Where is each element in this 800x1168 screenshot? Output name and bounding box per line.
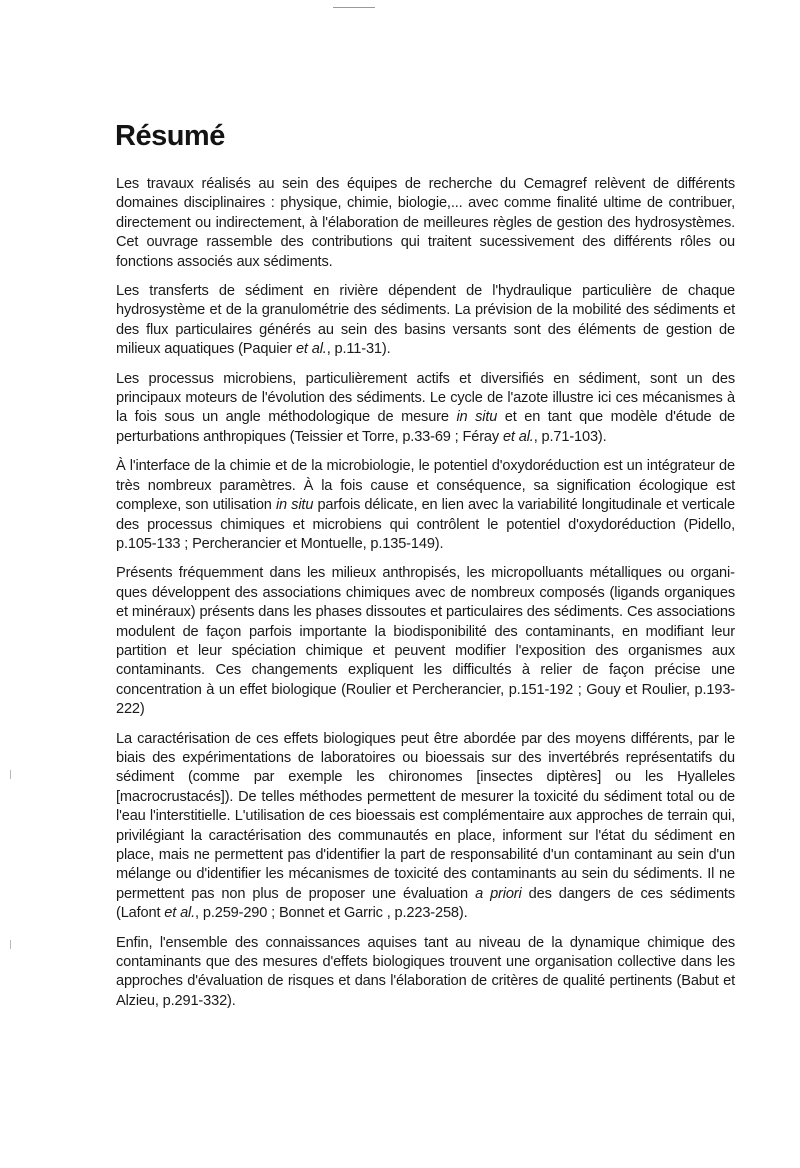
paragraph-5 <box>116 564 735 719</box>
text-run: des dangers de ces sédiments (Lafont <box>116 885 735 922</box>
text-run: Les processus microbiens, particulièrement actifs et diversifiés en sédiment, sont un des principaux moteurs de l'évolution des sédiments. Le cycle de l'azote illustre ici ces mécanismes à la fois sous un angle méthodologique de mesure <box>116 370 735 426</box>
paragraph-6 <box>116 730 735 924</box>
text-run-italic: et al. <box>295 341 327 358</box>
paragraph-4 <box>116 457 735 554</box>
text-run: Enfin, l'ensemble des connaissances aquises tant au niveau de la dynamique chimique des contaminants que des mesures d'effets biologiques trouvent une organisation collective dans les approches d'évaluation de risques et dans l'élaboration de critères de qualité pertinents (Babut et Alzieu, p.291-332). <box>116 934 735 1009</box>
text-run: , p.259-290 ; Bonnet et Garric , p.223-258). <box>195 905 468 922</box>
paragraph-2 <box>116 282 735 360</box>
text-run: Les travaux réalisés au sein des équipes de recherche du Cemagref relèvent de différents domaines disciplinaires : physique, chimie, biologie,... avec comme finalité ultime de contribuer, directement ou indirectement, à l'élaboration de meilleures règles de gestion des hydrosystèmes. Cet ouvrage rassemble des contributions qui traitent sucessivement des différents rôles ou fonctions associés aux sédiments. <box>116 176 735 270</box>
summary-body <box>116 175 735 1021</box>
text-run: et en tant que modèle d'étude de perturbations anthropiques (Teissier et Torre, p.33-69 ; Féray <box>116 409 736 445</box>
text-run: La caractérisation de ces effets biologiques peut être abordée par des moyens différents, par le biais des expérimentations de laboratoires ou bioessais sur des invertébrés représentatifs du sédiment (comme par exemple les chironomes [insectes diptères] ou les Hyalleles [macrocrustacés]). De telles méthodes permettent de mesurer la toxicité du sédiment total ou de l'eau l'interstitielle. L'utilisation de ces bioessais est complémentaire aux approches de terrain qui, privilégiant la caractérisation des communautés en place, informent sur l'état du sédiment en place, mais ne permettent pas d'identifier la part de responsabilité d'un contaminant au sein d'un mélange ou d'identifier les mécanismes de toxicité des contaminants au sein du sédiments. Il ne permettent pas non plus de proposer une évaluation <box>116 730 735 902</box>
text-run-italic: et al. <box>502 428 534 445</box>
paragraph-3 <box>116 370 735 448</box>
header-rule <box>333 7 375 8</box>
text-run: Les transferts de sédiment en rivière dépendent de l'hydraulique particulière de chaque hydrosystème et de la granulométrie des sédiments. La prévision de la mobilité des sédiments et des flux particulaires générés au sein des basins versants sont des éléments de gestion de milieux aquatiques (Paquier <box>116 283 735 358</box>
text-run-italic: et al. <box>164 905 196 922</box>
margin-mark <box>10 770 11 779</box>
text-run: , p.71-103). <box>533 428 607 445</box>
page-title: Résumé <box>115 120 225 152</box>
text-run: À l'interface de la chimie et de la microbiologie, le potentiel d'oxydoréduction est un intégrateur de très nombreux paramètres. À la fois cause et conséquence, sa signification écologique est complexe, son utilisation <box>116 458 735 514</box>
text-run-italic: a priori <box>475 885 522 902</box>
text-run-italic: in situ <box>275 497 314 514</box>
text-run: parfois délicate, en lien avec la variabilité longitudinale et verticale des processus chimiques et microbiens qui contrôlent le potentiel d'oxydoréduction (Pidello, p.105-133 ; Percherancier et Montuelle, p.135-149). <box>116 497 735 552</box>
text-run: , p.11-31). <box>326 341 391 358</box>
margin-mark <box>10 940 11 949</box>
paragraph-7 <box>116 934 735 1012</box>
paragraph-1 <box>116 175 735 272</box>
text-run: Présents fréquemment dans les milieux anthropisés, les micropolluants métalliques ou organiques développent des associations chimiques avec de nombreux composés (ligands organiques et minéraux) présents dans les phases dissoutes et particulaires des sédiments. Ces associations modulent de façon parfois importante la biodisponibilité des contaminants, en modifiant leur partition et leur spéciation chimique et peuvent modifier l'exposition des organismes aux contaminants. Ces changements expliquent les difficultés à relier de façon précise une concentration à un effet biologique (Roulier et Percherancier, p.151-192 ; Gouy et Roulier, p.193-222) <box>116 565 735 718</box>
text-run-italic: in situ <box>456 409 498 426</box>
